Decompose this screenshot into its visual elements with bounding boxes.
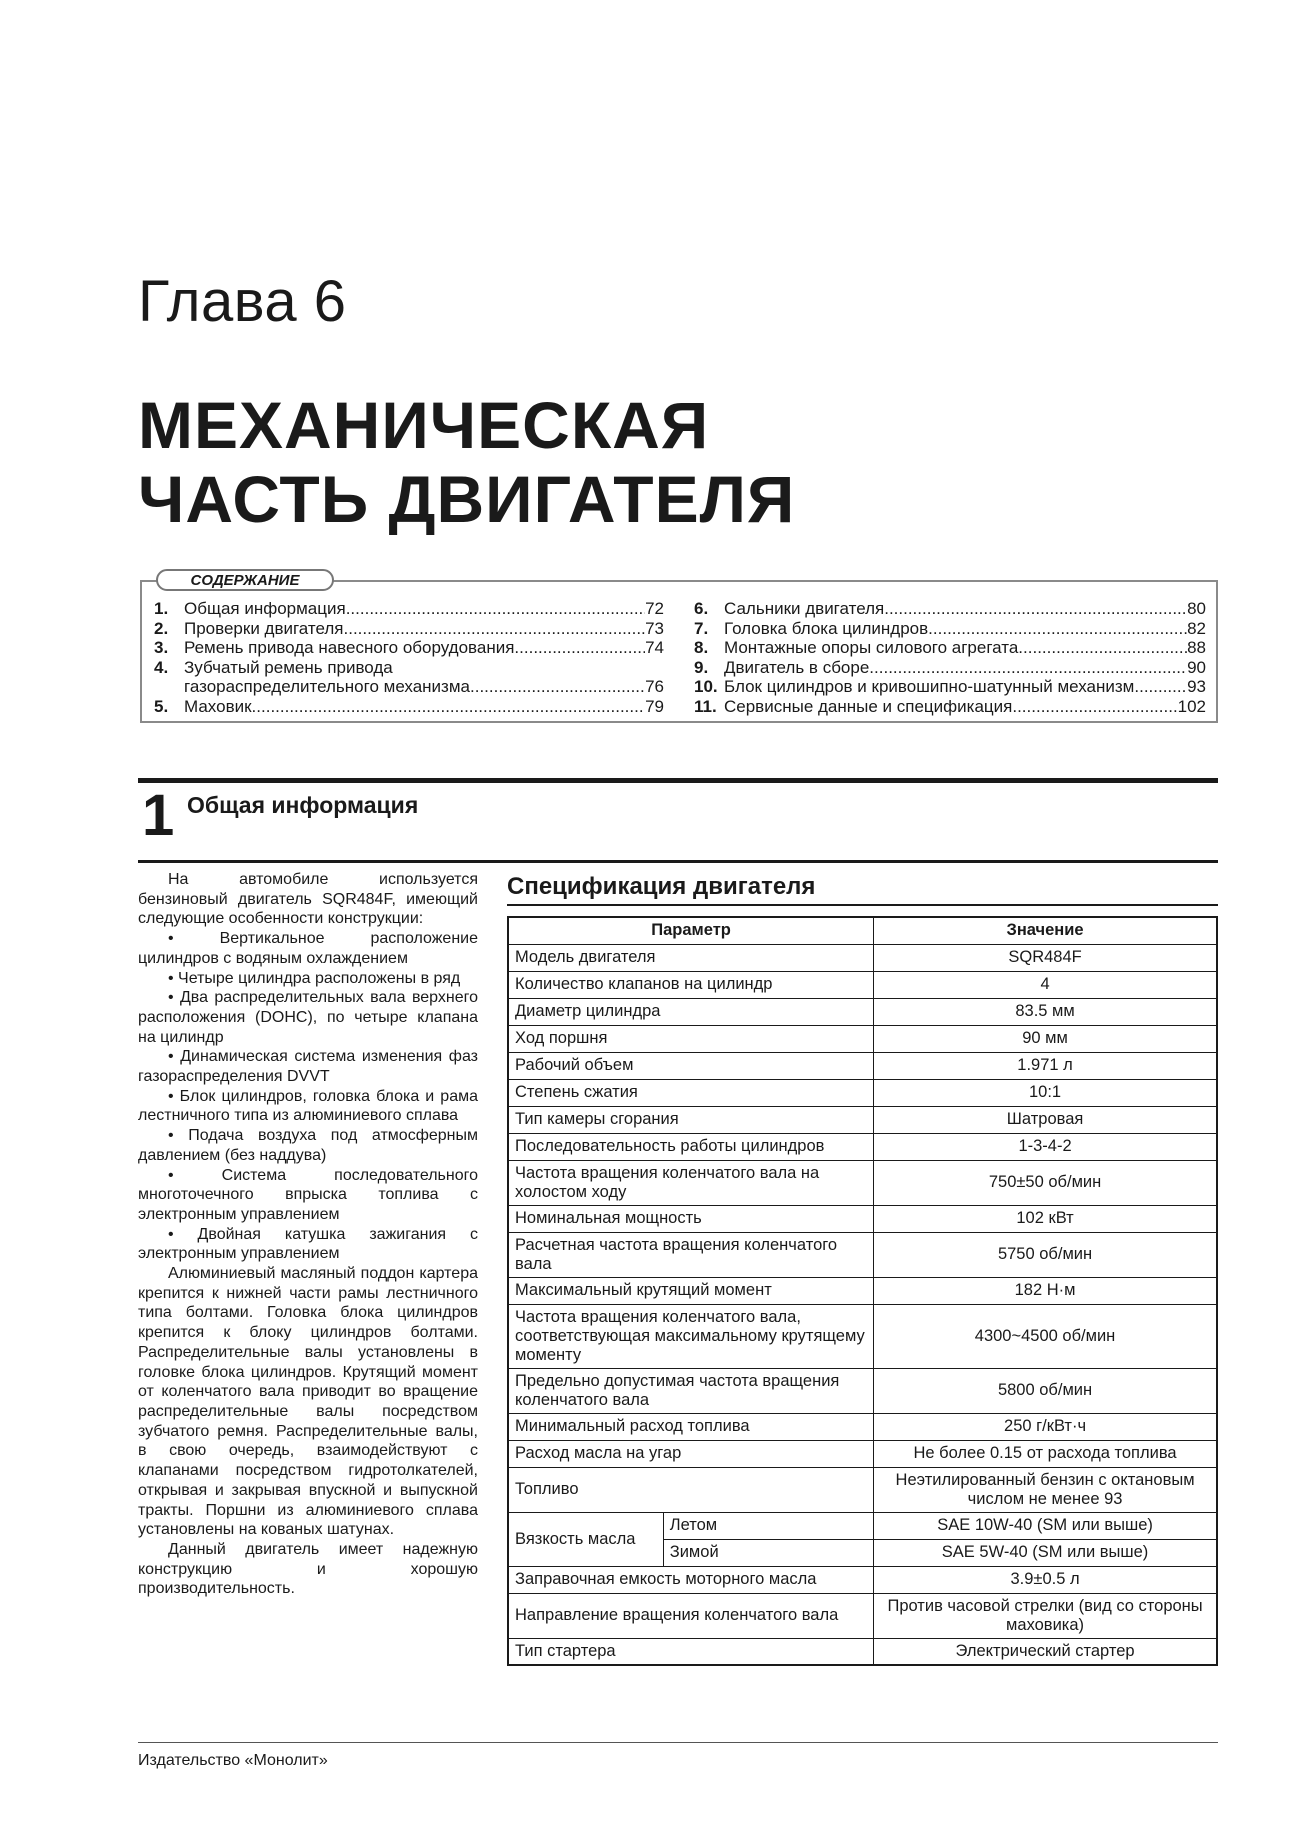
table-row: Расчетная частота вращения коленчатого вала 5750 об/мин [508,1232,1217,1277]
toc-column-left [154,599,664,716]
section-rule [138,778,1218,783]
bullet-item: • Динамическая система изменения фаз газораспределения DVVT [138,1048,478,1086]
toc-item[interactable]: 1. Общая информация ..... 72 [154,599,664,619]
bullet-item: • Четыре цилиндра расположены в ряд [168,969,461,987]
table-row [508,1512,1217,1539]
bullet-item: • Подача воздуха под атмосферным давлением (без наддува) [138,1127,478,1164]
publisher-footer: Издательство «Монолит» [138,1752,328,1769]
viscosity-winter-value: SAE 5W-40 (SM или выше) [874,1539,1217,1566]
table-row: Тип стартера Электрический стартер [508,1638,1217,1665]
body-text [138,870,478,1599]
toc-item[interactable]: 5. Маховик ..... 79 [154,697,664,717]
toc-item[interactable]: 4. Зубчатый ремень привода [154,657,393,677]
table-row: Диаметр цилиндра 83.5 мм [508,998,1217,1025]
bullet-item: • Два распределительных вала верхнего расположения (DOHC), по четыре клапана на цилиндр [138,989,478,1046]
toc-label: СОДЕРЖАНИЕ [156,569,334,591]
table-row: Топливо Неэтилированный бензин с октановым числом не менее 93 [508,1467,1217,1512]
table-row: Модель двигателя SQR484F [508,944,1217,971]
table-row: Рабочий объем 1.971 л [508,1052,1217,1079]
viscosity-summer-value: SAE 10W-40 (SM или выше) [874,1512,1217,1539]
paragraph: Алюминиевый масляный поддон картера крепится к нижней части рамы лестничного типа болтами. Головка блока цилиндров крепится к блоку цилиндров болтами. Распределительные валы установлены в головке блока цилиндров. Крутящий момент от коленчатого вала приводит во вращение распределительные валы посредством зубчатого ремня. Распределительные валы, в свою очередь, взаимодействуют с клапанами посредством гидротолкателей, открывая и закрывая впускной и выпускной тракты. Поршни из алюминиевого сплава установлены на кованых шатунах. [138,1265,478,1539]
column-header-value: Значение [874,917,1217,944]
bullet-item: • Система последовательного многоточечного впрыска топлива с электронным управлением [138,1166,478,1223]
spec-title-rule [507,904,1218,906]
table-of-contents [140,572,1218,723]
title-line-1: МЕХАНИЧЕСКАЯ [138,388,710,462]
toc-item[interactable]: 6. Сальники двигателя ..... 80 [694,599,1206,619]
paragraph: На автомобиле используется бензиновый двигатель SQR484F, имеющий следующие особенности конструкции: [138,871,478,928]
section-title: Общая информация [187,792,419,818]
toc-item[interactable]: 7. Головка блока цилиндров ..... 82 [694,619,1206,639]
table-row: Минимальный расход топлива 250 г/кВт·ч [508,1413,1217,1440]
table-row: Тип камеры сгорания Шатровая [508,1106,1217,1133]
table-row: Расход масла на угар Не более 0.15 от расхода топлива [508,1440,1217,1467]
spec-table [507,916,1218,1666]
table-row: Заправочная емкость моторного масла 3.9±0.5 л [508,1566,1217,1593]
toc-item[interactable]: 8. Монтажные опоры силового агрегата ..... 88 [694,638,1206,658]
table-row: Частота вращения коленчатого вала на холостом ходу 750±50 об/мин [508,1160,1217,1205]
bullet-item: • Блок цилиндров, головка блока и рама лестничного типа из алюминиевого сплава [138,1087,478,1125]
section-number: 1 [142,783,175,848]
table-row: Предельно допустимая частота вращения коленчатого вала 5800 об/мин [508,1368,1217,1413]
table-row: Последовательность работы цилиндров 1-3-4-2 [508,1133,1217,1160]
viscosity-winter-label: Зимой [663,1539,873,1566]
chapter-label: Глава 6 [138,269,347,334]
toc-item-continued[interactable]: газораспределительного механизма ..... 76 [154,677,664,697]
toc-item[interactable]: 2. Проверки двигателя ..... 73 [154,619,664,639]
toc-item[interactable]: 10. Блок цилиндров и кривошипно-шатунный механизм ..... 93 [694,677,1206,697]
toc-item[interactable]: 3. Ремень привода навесного оборудования ..... 74 [154,638,664,658]
page-title [138,388,795,536]
table-header-row [508,917,1217,944]
bullet-item: • Двойная катушка зажигания с электронным управлением [138,1225,478,1263]
toc-column-right [694,599,1206,716]
title-line-2: ЧАСТЬ ДВИГАТЕЛЯ [138,462,796,536]
column-header-param: Параметр [508,917,874,944]
footer-rule [138,1742,1218,1743]
toc-item[interactable]: 11. Сервисные данные и спецификация ..... 102 [694,697,1206,717]
table-row: Частота вращения коленчатого вала, соответствующая максимальному крутящему моменту 4300~4500 об/мин [508,1304,1217,1368]
table-row: Степень сжатия 10:1 [508,1079,1217,1106]
table-row: Ход поршня 90 мм [508,1025,1217,1052]
table-row: Количество клапанов на цилиндр 4 [508,971,1217,998]
paragraph: Данный двигатель имеет надежную конструкцию и хорошую производительность. [138,1540,478,1598]
viscosity-summer-label: Летом [663,1512,873,1539]
spec-title: Спецификация двигателя [507,873,816,900]
table-row: Номинальная мощность 102 кВт [508,1205,1217,1232]
section-rule-bottom [138,860,1218,863]
bullet-item: • Вертикальное расположение цилиндров с водяным охлаждением [138,930,478,967]
toc-item[interactable]: 9. Двигатель в сборе ..... 90 [694,658,1206,678]
table-row: Направление вращения коленчатого вала Против часовой стрелки (вид со стороны маховика) [508,1593,1217,1638]
viscosity-label: Вязкость масла [508,1512,663,1566]
table-row: Максимальный крутящий момент 182 Н·м [508,1277,1217,1304]
